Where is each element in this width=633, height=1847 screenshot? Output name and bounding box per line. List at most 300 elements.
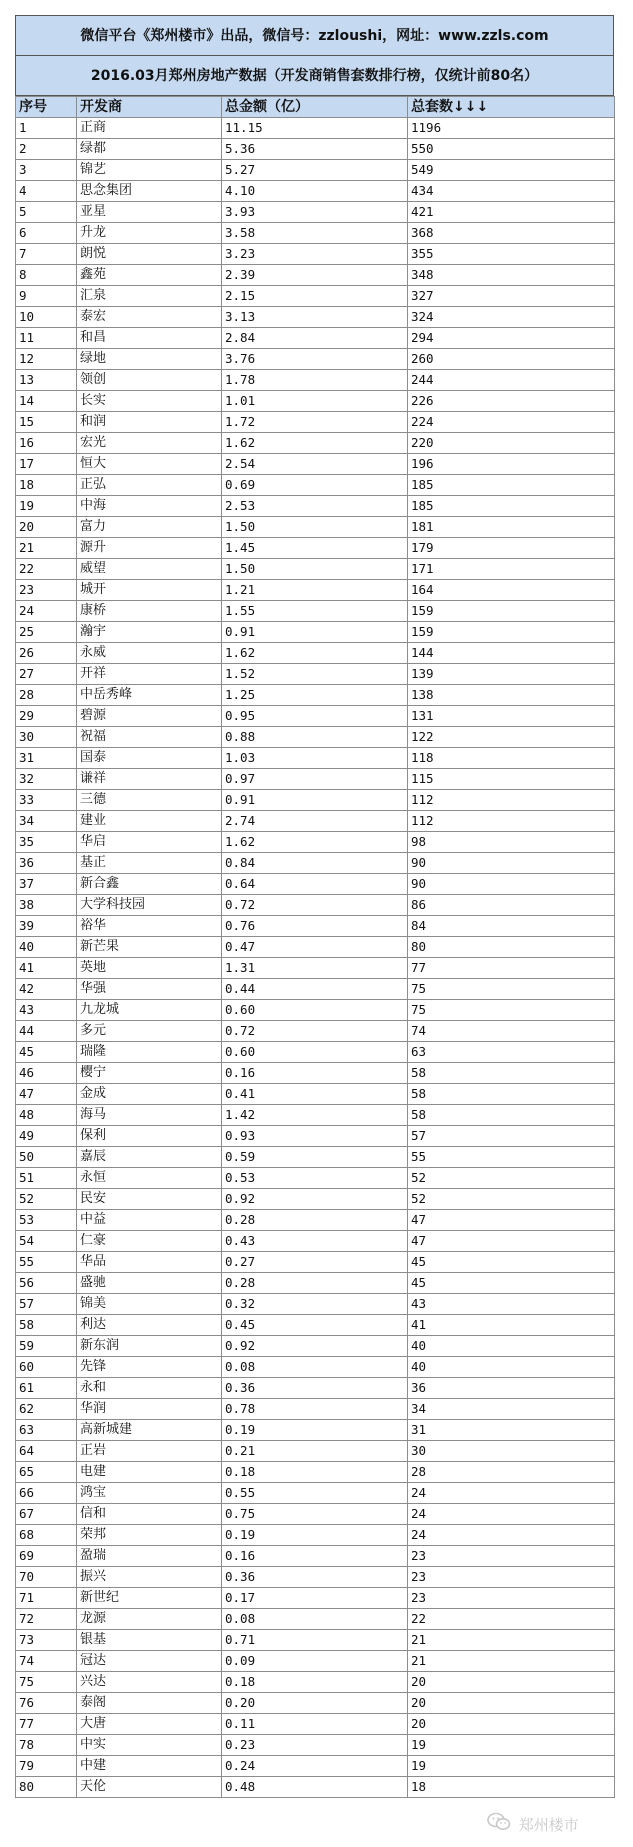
- cell-total-amount: 0.32: [222, 1294, 408, 1315]
- cell-total-amount: 0.91: [222, 790, 408, 811]
- cell-rank: 76: [16, 1693, 77, 1714]
- cell-total-units: 421: [408, 202, 615, 223]
- cell-total-amount: 0.21: [222, 1441, 408, 1462]
- cell-rank: 38: [16, 895, 77, 916]
- cell-total-units: 45: [408, 1273, 615, 1294]
- cell-total-amount: 1.42: [222, 1105, 408, 1126]
- cell-developer: 利达: [77, 1315, 222, 1336]
- cell-total-amount: 3.93: [222, 202, 408, 223]
- cell-rank: 52: [16, 1189, 77, 1210]
- cell-developer: 长实: [77, 391, 222, 412]
- cell-total-units: 41: [408, 1315, 615, 1336]
- cell-total-units: 244: [408, 370, 615, 391]
- table-row: [16, 727, 615, 748]
- ranking-sheet: [15, 15, 615, 1798]
- table-row: [16, 1315, 615, 1336]
- cell-rank: 3: [16, 160, 77, 181]
- cell-rank: 51: [16, 1168, 77, 1189]
- cell-total-amount: 0.09: [222, 1651, 408, 1672]
- cell-total-units: 58: [408, 1063, 615, 1084]
- table-row: [16, 1231, 615, 1252]
- cell-total-units: 22: [408, 1609, 615, 1630]
- table-row: [16, 412, 615, 433]
- table-row: [16, 223, 615, 244]
- cell-total-amount: 1.55: [222, 601, 408, 622]
- table-row: [16, 916, 615, 937]
- cell-total-amount: 0.18: [222, 1462, 408, 1483]
- cell-total-units: 24: [408, 1525, 615, 1546]
- cell-total-amount: 0.72: [222, 895, 408, 916]
- cell-total-amount: 0.18: [222, 1672, 408, 1693]
- cell-total-units: 24: [408, 1483, 615, 1504]
- cell-developer: 祝福: [77, 727, 222, 748]
- cell-developer: 银基: [77, 1630, 222, 1651]
- cell-developer: 锦艺: [77, 160, 222, 181]
- cell-total-amount: 0.19: [222, 1525, 408, 1546]
- cell-developer: 康桥: [77, 601, 222, 622]
- cell-total-amount: 0.60: [222, 1000, 408, 1021]
- cell-total-units: 159: [408, 601, 615, 622]
- cell-developer: 新世纪: [77, 1588, 222, 1609]
- table-row: [16, 1630, 615, 1651]
- cell-total-units: 18: [408, 1777, 615, 1798]
- cell-total-units: 260: [408, 349, 615, 370]
- cell-developer: 汇泉: [77, 286, 222, 307]
- cell-total-amount: 0.92: [222, 1189, 408, 1210]
- cell-total-units: 171: [408, 559, 615, 580]
- cell-total-amount: 0.44: [222, 979, 408, 1000]
- cell-rank: 10: [16, 307, 77, 328]
- cell-total-amount: 2.39: [222, 265, 408, 286]
- cell-rank: 8: [16, 265, 77, 286]
- cell-developer: 正弘: [77, 475, 222, 496]
- cell-total-amount: 4.10: [222, 181, 408, 202]
- table-row: [16, 1609, 615, 1630]
- cell-rank: 4: [16, 181, 77, 202]
- cell-rank: 75: [16, 1672, 77, 1693]
- cell-total-units: 139: [408, 664, 615, 685]
- cell-total-units: 20: [408, 1714, 615, 1735]
- cell-total-units: 75: [408, 979, 615, 1000]
- table-row: [16, 1021, 615, 1042]
- cell-developer: 三德: [77, 790, 222, 811]
- table-row: [16, 1714, 615, 1735]
- cell-total-units: 112: [408, 811, 615, 832]
- table-row: [16, 601, 615, 622]
- cell-total-units: 23: [408, 1588, 615, 1609]
- cell-rank: 19: [16, 496, 77, 517]
- table-row: [16, 1378, 615, 1399]
- cell-developer: 冠达: [77, 1651, 222, 1672]
- cell-total-amount: 5.27: [222, 160, 408, 181]
- cell-total-amount: 0.36: [222, 1378, 408, 1399]
- table-row: [16, 1126, 615, 1147]
- table-row: [16, 538, 615, 559]
- cell-total-units: 40: [408, 1357, 615, 1378]
- cell-total-amount: 3.76: [222, 349, 408, 370]
- cell-rank: 32: [16, 769, 77, 790]
- table-row: [16, 1000, 615, 1021]
- cell-rank: 18: [16, 475, 77, 496]
- cell-total-units: 549: [408, 160, 615, 181]
- cell-total-amount: 0.23: [222, 1735, 408, 1756]
- cell-total-amount: 0.47: [222, 937, 408, 958]
- cell-developer: 永恒: [77, 1168, 222, 1189]
- cell-rank: 45: [16, 1042, 77, 1063]
- cell-rank: 30: [16, 727, 77, 748]
- cell-total-units: 348: [408, 265, 615, 286]
- cell-rank: 69: [16, 1546, 77, 1567]
- cell-total-amount: 0.75: [222, 1504, 408, 1525]
- cell-total-units: 355: [408, 244, 615, 265]
- cell-total-amount: 0.11: [222, 1714, 408, 1735]
- cell-developer: 基正: [77, 853, 222, 874]
- cell-rank: 15: [16, 412, 77, 433]
- cell-total-amount: 0.88: [222, 727, 408, 748]
- table-row: [16, 853, 615, 874]
- cell-rank: 65: [16, 1462, 77, 1483]
- cell-rank: 5: [16, 202, 77, 223]
- cell-developer: 仁豪: [77, 1231, 222, 1252]
- cell-total-amount: 3.58: [222, 223, 408, 244]
- cell-total-amount: 2.15: [222, 286, 408, 307]
- cell-total-units: 43: [408, 1294, 615, 1315]
- cell-rank: 23: [16, 580, 77, 601]
- table-row: [16, 1462, 615, 1483]
- cell-developer: 新合鑫: [77, 874, 222, 895]
- cell-developer: 中海: [77, 496, 222, 517]
- table-row: [16, 811, 615, 832]
- cell-developer: 鸿宝: [77, 1483, 222, 1504]
- cell-total-units: 19: [408, 1756, 615, 1777]
- cell-total-amount: 0.91: [222, 622, 408, 643]
- cell-total-units: 324: [408, 307, 615, 328]
- cell-total-amount: 1.50: [222, 517, 408, 538]
- cell-total-units: 327: [408, 286, 615, 307]
- cell-developer: 嘉辰: [77, 1147, 222, 1168]
- table-row: [16, 1588, 615, 1609]
- cell-total-units: 86: [408, 895, 615, 916]
- cell-total-units: 20: [408, 1693, 615, 1714]
- cell-total-units: 164: [408, 580, 615, 601]
- cell-total-units: 144: [408, 643, 615, 664]
- table-row: [16, 1483, 615, 1504]
- cell-total-amount: 3.23: [222, 244, 408, 265]
- cell-developer: 华品: [77, 1252, 222, 1273]
- cell-rank: 71: [16, 1588, 77, 1609]
- cell-developer: 富力: [77, 517, 222, 538]
- cell-total-units: 90: [408, 853, 615, 874]
- cell-total-units: 90: [408, 874, 615, 895]
- cell-total-units: 21: [408, 1630, 615, 1651]
- cell-rank: 33: [16, 790, 77, 811]
- cell-total-units: 23: [408, 1567, 615, 1588]
- cell-total-units: 368: [408, 223, 615, 244]
- cell-total-units: 196: [408, 454, 615, 475]
- cell-developer: 泰宏: [77, 307, 222, 328]
- cell-total-units: 179: [408, 538, 615, 559]
- cell-total-units: 550: [408, 139, 615, 160]
- cell-total-amount: 0.17: [222, 1588, 408, 1609]
- cell-developer: 瀚宇: [77, 622, 222, 643]
- cell-total-amount: 0.08: [222, 1357, 408, 1378]
- header-rank: 序号: [16, 97, 77, 118]
- cell-rank: 66: [16, 1483, 77, 1504]
- cell-total-amount: 0.45: [222, 1315, 408, 1336]
- cell-rank: 16: [16, 433, 77, 454]
- table-row: [16, 391, 615, 412]
- cell-total-units: 47: [408, 1231, 615, 1252]
- cell-developer: 多元: [77, 1021, 222, 1042]
- table-row: [16, 1420, 615, 1441]
- cell-total-units: 19: [408, 1735, 615, 1756]
- cell-developer: 和昌: [77, 328, 222, 349]
- table-row: [16, 139, 615, 160]
- table-row: [16, 1399, 615, 1420]
- table-row: [16, 307, 615, 328]
- cell-rank: 34: [16, 811, 77, 832]
- cell-total-amount: 2.54: [222, 454, 408, 475]
- table-row: [16, 1252, 615, 1273]
- cell-rank: 22: [16, 559, 77, 580]
- table-row: [16, 1063, 615, 1084]
- cell-developer: 华强: [77, 979, 222, 1000]
- cell-rank: 47: [16, 1084, 77, 1105]
- cell-rank: 40: [16, 937, 77, 958]
- cell-developer: 新芒果: [77, 937, 222, 958]
- cell-rank: 20: [16, 517, 77, 538]
- developer-ranking-table: [15, 96, 615, 1798]
- cell-developer: 绿都: [77, 139, 222, 160]
- cell-total-amount: 1.25: [222, 685, 408, 706]
- cell-developer: 华润: [77, 1399, 222, 1420]
- cell-total-amount: 0.60: [222, 1042, 408, 1063]
- cell-total-units: 58: [408, 1105, 615, 1126]
- cell-developer: 盈瑞: [77, 1546, 222, 1567]
- cell-developer: 英地: [77, 958, 222, 979]
- cell-rank: 72: [16, 1609, 77, 1630]
- cell-developer: 龙源: [77, 1609, 222, 1630]
- cell-developer: 信和: [77, 1504, 222, 1525]
- cell-total-amount: 1.50: [222, 559, 408, 580]
- cell-rank: 41: [16, 958, 77, 979]
- cell-total-units: 58: [408, 1084, 615, 1105]
- cell-rank: 53: [16, 1210, 77, 1231]
- cell-rank: 2: [16, 139, 77, 160]
- cell-total-amount: 0.16: [222, 1063, 408, 1084]
- table-row: [16, 475, 615, 496]
- cell-rank: 7: [16, 244, 77, 265]
- cell-total-amount: 1.72: [222, 412, 408, 433]
- table-row: [16, 580, 615, 601]
- cell-total-amount: 0.08: [222, 1609, 408, 1630]
- cell-total-units: 131: [408, 706, 615, 727]
- cell-developer: 电建: [77, 1462, 222, 1483]
- cell-total-amount: 0.64: [222, 874, 408, 895]
- table-row: [16, 1105, 615, 1126]
- cell-developer: 海马: [77, 1105, 222, 1126]
- cell-rank: 42: [16, 979, 77, 1000]
- cell-developer: 振兴: [77, 1567, 222, 1588]
- cell-developer: 和润: [77, 412, 222, 433]
- cell-rank: 80: [16, 1777, 77, 1798]
- cell-total-amount: 1.01: [222, 391, 408, 412]
- cell-developer: 威望: [77, 559, 222, 580]
- cell-rank: 27: [16, 664, 77, 685]
- table-row: [16, 643, 615, 664]
- cell-total-amount: 0.28: [222, 1273, 408, 1294]
- cell-total-amount: 3.13: [222, 307, 408, 328]
- cell-developer: 城开: [77, 580, 222, 601]
- table-row: [16, 832, 615, 853]
- table-row: [16, 622, 615, 643]
- cell-total-amount: 0.69: [222, 475, 408, 496]
- table-row: [16, 1672, 615, 1693]
- cell-total-amount: 0.72: [222, 1021, 408, 1042]
- table-row: [16, 118, 615, 139]
- cell-total-amount: 5.36: [222, 139, 408, 160]
- cell-total-units: 57: [408, 1126, 615, 1147]
- table-row: [16, 286, 615, 307]
- cell-total-units: 98: [408, 832, 615, 853]
- cell-rank: 1: [16, 118, 77, 139]
- table-header-row: [16, 97, 615, 118]
- cell-developer: 领创: [77, 370, 222, 391]
- cell-developer: 鑫苑: [77, 265, 222, 286]
- table-row: [16, 1294, 615, 1315]
- cell-total-amount: 0.48: [222, 1777, 408, 1798]
- cell-rank: 46: [16, 1063, 77, 1084]
- cell-developer: 亚星: [77, 202, 222, 223]
- cell-total-amount: 2.74: [222, 811, 408, 832]
- cell-total-amount: 0.97: [222, 769, 408, 790]
- cell-rank: 61: [16, 1378, 77, 1399]
- cell-rank: 68: [16, 1525, 77, 1546]
- cell-developer: 碧源: [77, 706, 222, 727]
- table-row: [16, 1189, 615, 1210]
- cell-developer: 天伦: [77, 1777, 222, 1798]
- cell-total-units: 52: [408, 1189, 615, 1210]
- watermark-text: 郑州楼市: [518, 1816, 579, 1834]
- cell-total-amount: 0.19: [222, 1420, 408, 1441]
- cell-rank: 35: [16, 832, 77, 853]
- table-row: [16, 160, 615, 181]
- cell-total-units: 220: [408, 433, 615, 454]
- table-row: [16, 1504, 615, 1525]
- cell-rank: 48: [16, 1105, 77, 1126]
- cell-rank: 60: [16, 1357, 77, 1378]
- cell-rank: 78: [16, 1735, 77, 1756]
- table-row: [16, 769, 615, 790]
- cell-total-units: 34: [408, 1399, 615, 1420]
- cell-developer: 金成: [77, 1084, 222, 1105]
- cell-total-units: 52: [408, 1168, 615, 1189]
- table-row: [16, 748, 615, 769]
- cell-rank: 36: [16, 853, 77, 874]
- table-row: [16, 1147, 615, 1168]
- header-total-amount: 总金额（亿）: [222, 97, 408, 118]
- cell-developer: 宏光: [77, 433, 222, 454]
- cell-rank: 58: [16, 1315, 77, 1336]
- cell-developer: 高新城建: [77, 1420, 222, 1441]
- cell-total-units: 226: [408, 391, 615, 412]
- cell-total-amount: 1.62: [222, 832, 408, 853]
- cell-developer: 建业: [77, 811, 222, 832]
- cell-total-units: 112: [408, 790, 615, 811]
- cell-rank: 67: [16, 1504, 77, 1525]
- cell-rank: 43: [16, 1000, 77, 1021]
- cell-rank: 12: [16, 349, 77, 370]
- table-row: [16, 937, 615, 958]
- cell-total-amount: 1.21: [222, 580, 408, 601]
- cell-developer: 华启: [77, 832, 222, 853]
- table-row: [16, 1756, 615, 1777]
- cell-developer: 朗悦: [77, 244, 222, 265]
- cell-total-units: 138: [408, 685, 615, 706]
- cell-total-amount: 1.45: [222, 538, 408, 559]
- table-row: [16, 244, 615, 265]
- cell-developer: 思念集团: [77, 181, 222, 202]
- table-row: [16, 1084, 615, 1105]
- cell-total-units: 36: [408, 1378, 615, 1399]
- cell-total-units: 75: [408, 1000, 615, 1021]
- cell-developer: 大学科技园: [77, 895, 222, 916]
- cell-developer: 中建: [77, 1756, 222, 1777]
- table-row: [16, 685, 615, 706]
- table-row: [16, 1210, 615, 1231]
- cell-total-units: 31: [408, 1420, 615, 1441]
- cell-total-amount: 1.31: [222, 958, 408, 979]
- cell-total-amount: 0.55: [222, 1483, 408, 1504]
- cell-total-amount: 0.59: [222, 1147, 408, 1168]
- cell-rank: 56: [16, 1273, 77, 1294]
- cell-developer: 九龙城: [77, 1000, 222, 1021]
- table-row: [16, 1651, 615, 1672]
- cell-developer: 兴达: [77, 1672, 222, 1693]
- cell-rank: 39: [16, 916, 77, 937]
- cell-developer: 恒大: [77, 454, 222, 475]
- cell-total-amount: 0.24: [222, 1756, 408, 1777]
- cell-rank: 11: [16, 328, 77, 349]
- table-row: [16, 1273, 615, 1294]
- cell-total-units: 434: [408, 181, 615, 202]
- cell-total-amount: 0.93: [222, 1126, 408, 1147]
- table-title: 2016.03月郑州房地产数据（开发商销售套数排行榜，仅统计前80名）: [15, 56, 614, 96]
- cell-developer: 中岳秀峰: [77, 685, 222, 706]
- cell-developer: 国泰: [77, 748, 222, 769]
- cell-developer: 大唐: [77, 1714, 222, 1735]
- cell-rank: 29: [16, 706, 77, 727]
- cell-rank: 57: [16, 1294, 77, 1315]
- cell-total-amount: 0.95: [222, 706, 408, 727]
- cell-developer: 谦祥: [77, 769, 222, 790]
- cell-total-units: 74: [408, 1021, 615, 1042]
- cell-total-units: 118: [408, 748, 615, 769]
- cell-total-units: 159: [408, 622, 615, 643]
- cell-developer: 新东润: [77, 1336, 222, 1357]
- header-total-units: 总套数↓↓↓: [408, 97, 615, 118]
- cell-developer: 泰阁: [77, 1693, 222, 1714]
- table-row: [16, 181, 615, 202]
- table-row: [16, 496, 615, 517]
- cell-developer: 民安: [77, 1189, 222, 1210]
- cell-total-units: 30: [408, 1441, 615, 1462]
- cell-developer: 裕华: [77, 916, 222, 937]
- cell-total-amount: 0.71: [222, 1630, 408, 1651]
- cell-total-amount: 1.52: [222, 664, 408, 685]
- cell-developer: 中实: [77, 1735, 222, 1756]
- cell-total-amount: 0.92: [222, 1336, 408, 1357]
